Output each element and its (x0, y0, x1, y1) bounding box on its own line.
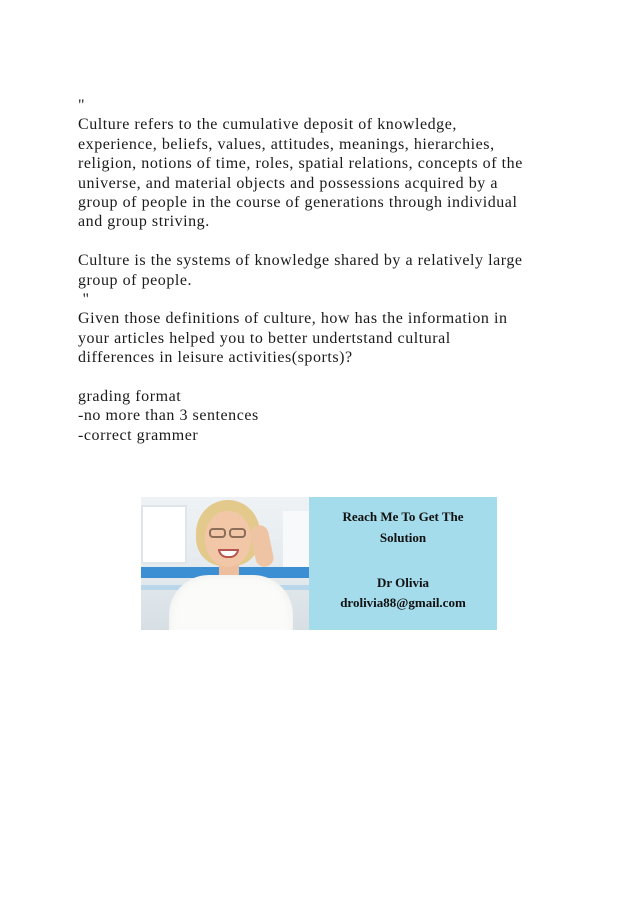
text-line (78, 368, 578, 387)
person-hand (249, 524, 275, 569)
text-line: experience, beliefs, values, attitudes, meanings, hierarchies, (78, 135, 495, 153)
contact-name: Dr Olivia (376, 575, 430, 590)
contact-card (309, 497, 497, 630)
background-window (141, 505, 187, 564)
document-body (78, 96, 578, 445)
text-line: universe, and material objects and possessions acquired by a (78, 174, 498, 192)
text-line: and group striving. (78, 213, 210, 231)
text-line: differences in leisure activities(sports)? (78, 349, 353, 367)
text-line: Given those definitions of culture, how has the information in (78, 310, 508, 328)
text-line: -correct grammer (78, 426, 199, 444)
person-face (205, 511, 251, 567)
promo-banner (141, 497, 497, 630)
text-line: " (78, 97, 86, 114)
text-line: group of people in the course of generations through individual (78, 194, 518, 212)
text-line (78, 232, 578, 251)
person-blouse (169, 575, 293, 630)
promo-headline: Reach Me To Get The (342, 509, 464, 524)
text-line: Culture is the systems of knowledge shared by a relatively large (78, 252, 523, 270)
text-line: your articles helped you to better undertstand cultural (78, 329, 451, 347)
author-photo (141, 497, 309, 630)
promo-headline: Solution (379, 530, 427, 545)
text-line: Culture refers to the cumulative deposit of knowledge, (78, 116, 457, 134)
text-line: group of people. (78, 271, 193, 289)
background-window (283, 511, 309, 571)
glasses-icon (207, 528, 249, 538)
text-line: grading format (78, 388, 182, 406)
text-line: religion, notions of time, roles, spatial relations, concepts of the (78, 155, 523, 173)
text-line: " (78, 291, 90, 309)
text-line: -no more than 3 sentences (78, 407, 259, 425)
contact-email[interactable]: drolivia88@gmail.com (340, 595, 466, 610)
